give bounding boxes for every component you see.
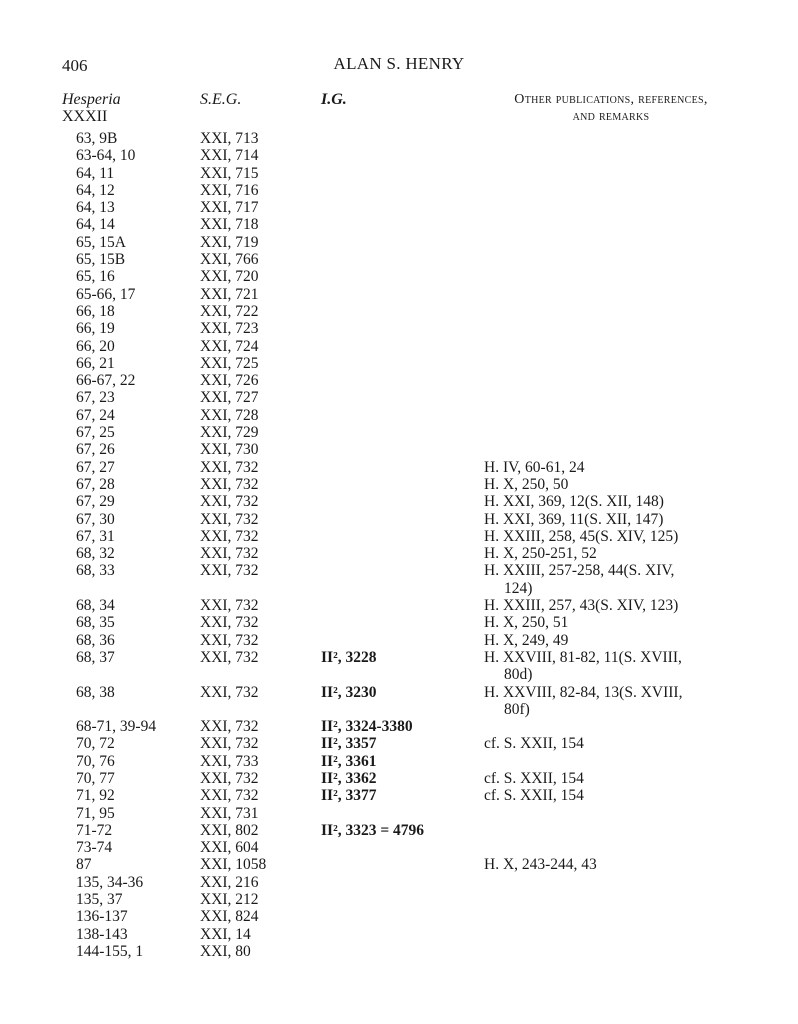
other-cell xyxy=(484,632,742,649)
table-row xyxy=(0,372,798,389)
seg-cell: XXI, 1058 xyxy=(200,856,267,874)
seg-cell: XXI, 721 xyxy=(200,285,259,303)
seg-cell: XXI, 726 xyxy=(200,372,259,390)
hesperia-cell: 68, 38 xyxy=(76,683,115,701)
seg-cell: XXI, 802 xyxy=(200,821,259,839)
hesperia-cell: 73-74 xyxy=(76,839,113,857)
hesperia-cell: 135, 34-36 xyxy=(76,873,144,891)
table-row xyxy=(0,787,798,804)
table-row xyxy=(0,251,798,268)
seg-cell: XXI, 212 xyxy=(200,891,259,909)
hesperia-cell: 136-137 xyxy=(76,908,128,926)
other-cell xyxy=(484,511,742,528)
other-text-continuation: 80f) xyxy=(504,700,530,718)
table-row xyxy=(0,216,798,233)
other-text: H. XXI, 369, 11(S. XII, 147) xyxy=(484,510,664,528)
hesperia-cell: 64, 12 xyxy=(76,181,115,199)
other-text: H. XXVIII, 82-84, 13(S. XVIII, xyxy=(484,683,683,701)
seg-cell: XXI, 733 xyxy=(200,752,259,770)
other-cell xyxy=(484,735,742,752)
hesperia-cell: 68, 36 xyxy=(76,631,115,649)
other-cell xyxy=(484,684,742,719)
other-text: cf. S. XXII, 154 xyxy=(484,735,584,753)
table-row xyxy=(0,545,798,562)
other-text: H. XXI, 369, 12(S. XII, 148) xyxy=(484,493,664,511)
table-row xyxy=(0,476,798,493)
table-row xyxy=(0,753,798,770)
table-row xyxy=(0,908,798,925)
seg-cell: XXI, 732 xyxy=(200,475,259,493)
hesperia-cell: 70, 76 xyxy=(76,752,115,770)
seg-cell: XXI, 732 xyxy=(200,735,259,753)
other-text: cf. S. XXII, 154 xyxy=(484,787,584,805)
hesperia-cell: 67, 30 xyxy=(76,510,115,528)
hesperia-cell: 67, 24 xyxy=(76,406,115,424)
hesperia-cell: 67, 23 xyxy=(76,389,115,407)
other-text-continuation: 80d) xyxy=(504,666,533,684)
seg-cell: XXI, 824 xyxy=(200,908,259,926)
other-cell xyxy=(484,528,742,545)
other-text: H. XXIII, 257-258, 44(S. XIV, xyxy=(484,562,675,580)
seg-cell: XXI, 732 xyxy=(200,631,259,649)
hesperia-cell: 144-155, 1 xyxy=(76,942,144,960)
seg-cell: XXI, 80 xyxy=(200,942,251,960)
table-row xyxy=(0,441,798,458)
page-number: 406 xyxy=(62,56,88,75)
table-row xyxy=(0,718,798,735)
table-row xyxy=(0,805,798,822)
table-row xyxy=(0,839,798,856)
hesperia-cell: 63-64, 10 xyxy=(76,147,136,165)
hesperia-cell: 135, 37 xyxy=(76,891,123,909)
seg-cell: XXI, 718 xyxy=(200,216,259,234)
other-text-continuation: 124) xyxy=(504,579,533,597)
seg-cell: XXI, 729 xyxy=(200,424,259,442)
ig-cell: II², 3230 xyxy=(321,683,377,701)
seg-cell: XXI, 720 xyxy=(200,268,259,286)
table-row xyxy=(0,320,798,337)
table-row xyxy=(0,303,798,320)
seg-cell: XXI, 727 xyxy=(200,389,259,407)
table-row xyxy=(0,562,798,597)
ig-cell: II², 3377 xyxy=(321,787,377,805)
table-row xyxy=(0,268,798,285)
hesperia-cell: 65, 15A xyxy=(76,233,126,251)
seg-cell: XXI, 731 xyxy=(200,804,259,822)
hesperia-cell: 68-71, 39-94 xyxy=(76,718,157,736)
other-text: cf. S. XXII, 154 xyxy=(484,769,584,787)
concordance-table xyxy=(0,130,798,960)
seg-cell: XXI, 732 xyxy=(200,597,259,615)
header-other xyxy=(480,91,742,125)
hesperia-cell: 70, 77 xyxy=(76,769,115,787)
seg-cell: XXI, 716 xyxy=(200,181,259,199)
table-row xyxy=(0,338,798,355)
table-row xyxy=(0,614,798,631)
table-row xyxy=(0,735,798,752)
table-row xyxy=(0,528,798,545)
hesperia-cell: 67, 26 xyxy=(76,441,115,459)
hesperia-cell: 70, 72 xyxy=(76,735,115,753)
hesperia-cell: 71, 92 xyxy=(76,787,115,805)
other-cell xyxy=(484,597,742,614)
other-cell xyxy=(484,856,742,873)
other-cell xyxy=(484,770,742,787)
table-row xyxy=(0,511,798,528)
other-cell xyxy=(484,787,742,804)
other-text: H. X, 249, 49 xyxy=(484,631,569,649)
other-text: H. X, 250-251, 52 xyxy=(484,545,597,563)
hesperia-cell: 65, 15B xyxy=(76,251,126,269)
seg-cell: XXI, 730 xyxy=(200,441,259,459)
hesperia-cell: 65-66, 17 xyxy=(76,285,136,303)
table-row xyxy=(0,165,798,182)
hesperia-cell: 64, 14 xyxy=(76,216,115,234)
table-row xyxy=(0,355,798,372)
hesperia-cell: 71-72 xyxy=(76,821,113,839)
seg-cell: XXI, 723 xyxy=(200,320,259,338)
hesperia-cell: 68, 32 xyxy=(76,545,115,563)
hesperia-cell: 67, 27 xyxy=(76,458,115,476)
hesperia-cell: 138-143 xyxy=(76,925,128,943)
table-row xyxy=(0,182,798,199)
table-row xyxy=(0,234,798,251)
other-cell xyxy=(484,614,742,631)
ig-cell: II², 3362 xyxy=(321,769,377,787)
seg-cell: XXI, 732 xyxy=(200,769,259,787)
seg-cell: XXI, 604 xyxy=(200,839,259,857)
table-row xyxy=(0,874,798,891)
table-row xyxy=(0,424,798,441)
hesperia-cell: 68, 37 xyxy=(76,648,115,666)
header-other-line1: Other publications, references, xyxy=(514,92,708,107)
table-row xyxy=(0,493,798,510)
table-row xyxy=(0,649,798,684)
seg-cell: XXI, 732 xyxy=(200,527,259,545)
table-row xyxy=(0,407,798,424)
other-text: H. X, 250, 51 xyxy=(484,614,569,632)
hesperia-cell: 65, 16 xyxy=(76,268,115,286)
seg-cell: XXI, 717 xyxy=(200,199,259,217)
seg-cell: XXI, 732 xyxy=(200,683,259,701)
table-row xyxy=(0,389,798,406)
seg-cell: XXI, 714 xyxy=(200,147,259,165)
table-row xyxy=(0,286,798,303)
hesperia-cell: 67, 28 xyxy=(76,475,115,493)
hesperia-cell: 68, 34 xyxy=(76,597,115,615)
hesperia-cell: 64, 13 xyxy=(76,199,115,217)
other-cell xyxy=(484,545,742,562)
seg-cell: XXI, 713 xyxy=(200,130,259,147)
other-text: H. XXIII, 258, 45(S. XIV, 125) xyxy=(484,527,679,545)
other-text: H. X, 250, 50 xyxy=(484,475,569,493)
other-cell xyxy=(484,459,742,476)
table-row xyxy=(0,147,798,164)
seg-cell: XXI, 732 xyxy=(200,545,259,563)
hesperia-cell: 68, 35 xyxy=(76,614,115,632)
seg-cell: XXI, 766 xyxy=(200,251,259,269)
other-text: H. XXIII, 257, 43(S. XIV, 123) xyxy=(484,597,679,615)
hesperia-cell: 67, 25 xyxy=(76,424,115,442)
hesperia-cell: 87 xyxy=(76,856,92,874)
ig-cell: II², 3228 xyxy=(321,648,377,666)
ig-cell: II², 3357 xyxy=(321,735,377,753)
ig-cell: II², 3323 = 4796 xyxy=(321,821,425,839)
seg-cell: XXI, 715 xyxy=(200,164,259,182)
hesperia-cell: 67, 29 xyxy=(76,493,115,511)
other-cell xyxy=(484,562,742,597)
hesperia-cell: 66, 21 xyxy=(76,354,115,372)
seg-cell: XXI, 719 xyxy=(200,233,259,251)
running-head: ALAN S. HENRY xyxy=(333,54,465,73)
hesperia-cell: 63, 9B xyxy=(76,130,118,147)
seg-cell: XXI, 732 xyxy=(200,562,259,580)
header-seg: S.E.G. xyxy=(200,91,242,108)
header-other-line2: and remarks xyxy=(572,109,650,124)
table-row xyxy=(0,130,798,147)
hesperia-cell: 68, 33 xyxy=(76,562,115,580)
table-row xyxy=(0,926,798,943)
hesperia-cell: 64, 11 xyxy=(76,164,115,182)
seg-cell: XXI, 732 xyxy=(200,510,259,528)
hesperia-cell: 66-67, 22 xyxy=(76,372,136,390)
seg-cell: XXI, 732 xyxy=(200,493,259,511)
table-row xyxy=(0,199,798,216)
seg-cell: XXI, 732 xyxy=(200,614,259,632)
seg-cell: XXI, 732 xyxy=(200,648,259,666)
other-cell xyxy=(484,493,742,510)
header-hesperia: Hesperia xyxy=(62,91,121,108)
table-row xyxy=(0,459,798,476)
table-row xyxy=(0,822,798,839)
header-hesperia-volume: XXXII xyxy=(62,108,108,125)
hesperia-cell: 71, 95 xyxy=(76,804,115,822)
hesperia-cell: 67, 31 xyxy=(76,527,115,545)
ig-cell: II², 3324-3380 xyxy=(321,718,413,736)
seg-cell: XXI, 732 xyxy=(200,718,259,736)
seg-cell: XXI, 216 xyxy=(200,873,259,891)
seg-cell: XXI, 724 xyxy=(200,337,259,355)
seg-cell: XXI, 722 xyxy=(200,302,259,320)
ig-cell: II², 3361 xyxy=(321,752,377,770)
other-text: H. IV, 60-61, 24 xyxy=(484,458,585,476)
table-row xyxy=(0,891,798,908)
seg-cell: XXI, 732 xyxy=(200,458,259,476)
other-cell xyxy=(484,649,742,684)
hesperia-cell: 66, 18 xyxy=(76,302,115,320)
header-ig: I.G. xyxy=(321,91,347,108)
seg-cell: XXI, 14 xyxy=(200,925,251,943)
table-row xyxy=(0,632,798,649)
hesperia-cell: 66, 19 xyxy=(76,320,115,338)
other-text: H. X, 243-244, 43 xyxy=(484,856,597,874)
table-row xyxy=(0,943,798,960)
table-row xyxy=(0,856,798,873)
seg-cell: XXI, 728 xyxy=(200,406,259,424)
table-row xyxy=(0,597,798,614)
seg-cell: XXI, 725 xyxy=(200,354,259,372)
table-row xyxy=(0,770,798,787)
other-cell xyxy=(484,476,742,493)
other-text: H. XXVIII, 81-82, 11(S. XVIII, xyxy=(484,648,682,666)
table-row xyxy=(0,684,798,719)
seg-cell: XXI, 732 xyxy=(200,787,259,805)
hesperia-cell: 66, 20 xyxy=(76,337,115,355)
